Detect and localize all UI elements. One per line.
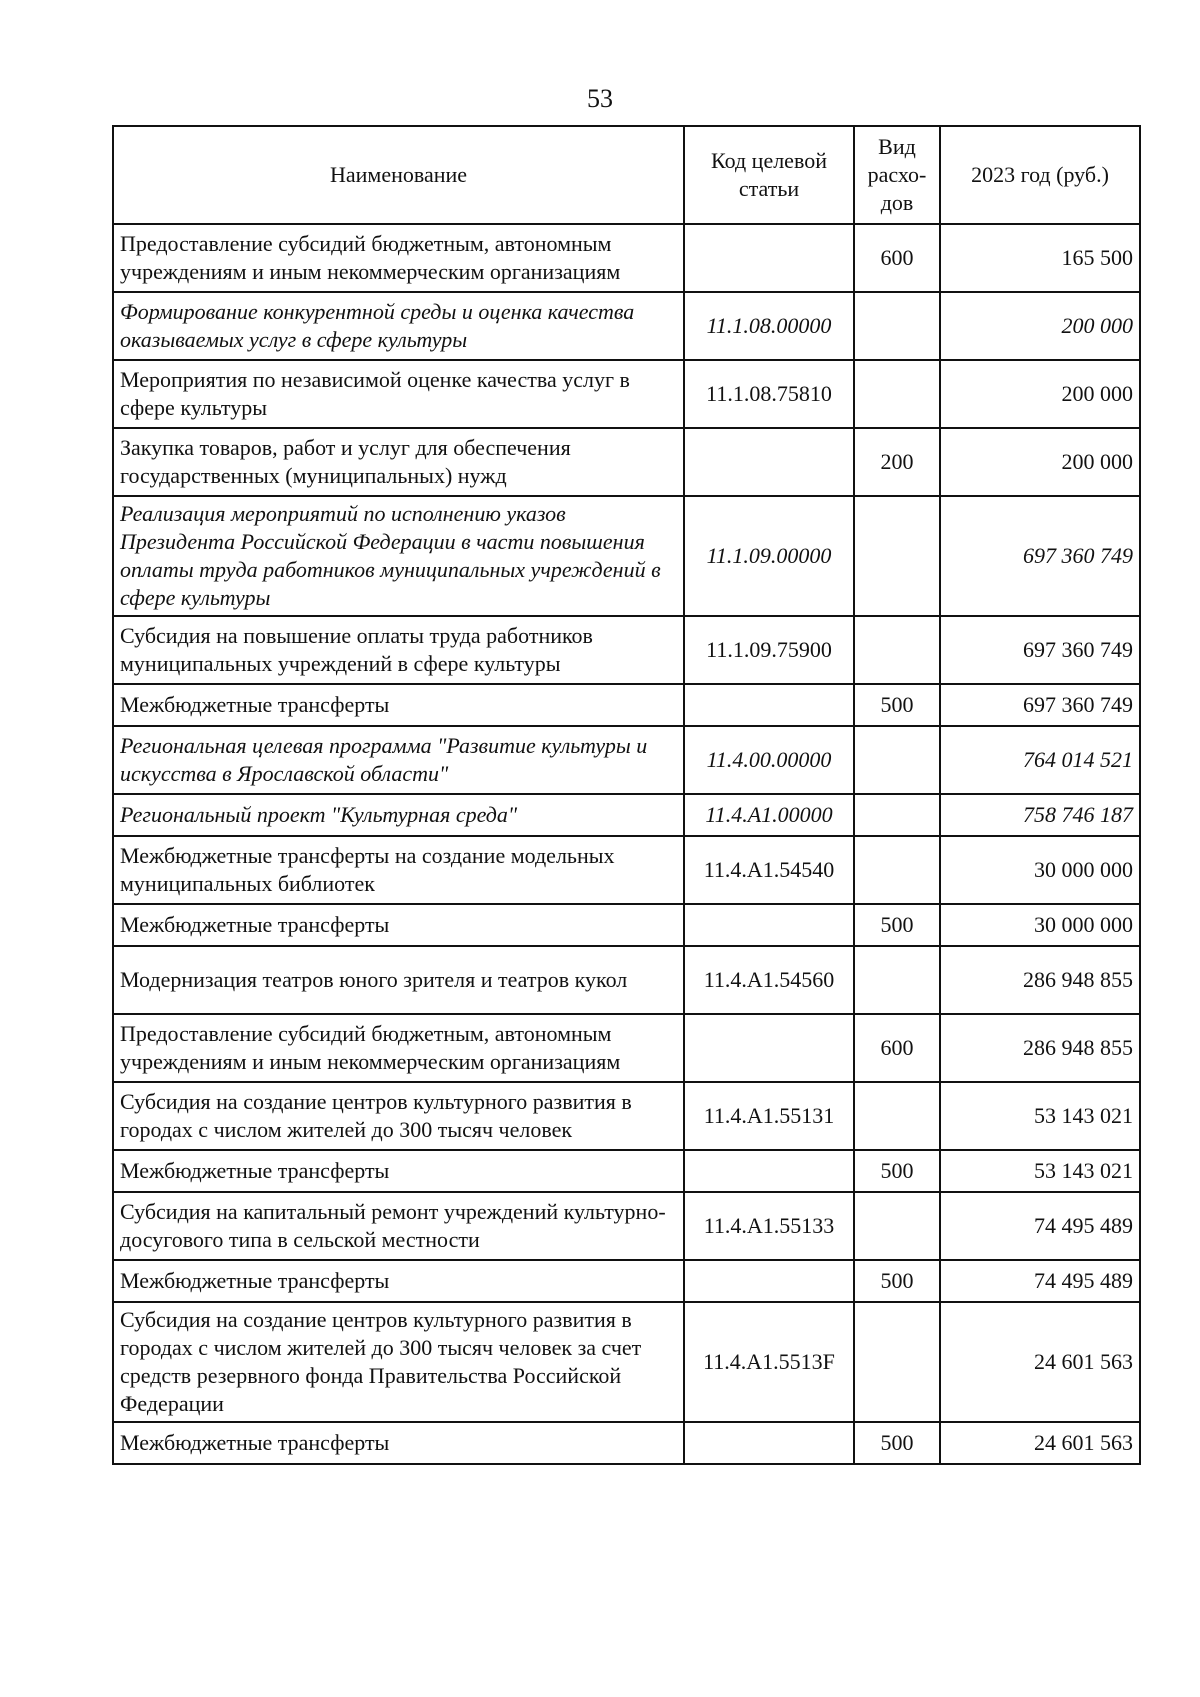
- cell-code: 11.4.A1.55131: [684, 1082, 854, 1150]
- cell-code: 11.4.A1.54560: [684, 946, 854, 1014]
- table-header-row: [113, 126, 1140, 224]
- cell-name: Межбюджетные трансферты: [113, 904, 684, 946]
- table-row: [113, 794, 1140, 836]
- cell-amount: 200 000: [940, 428, 1140, 496]
- table-row: [113, 428, 1140, 496]
- cell-name: Предоставление субсидий бюджетным, автономным учреждениям и иным некоммерческим организациям: [113, 224, 684, 292]
- cell-name: Субсидия на повышение оплаты труда работников муниципальных учреждений в сфере культуры: [113, 616, 684, 684]
- cell-amount: 697 360 749: [940, 684, 1140, 726]
- cell-name: Межбюджетные трансферты: [113, 1150, 684, 1192]
- cell-kind: [854, 1082, 940, 1150]
- cell-amount: 74 495 489: [940, 1260, 1140, 1302]
- cell-name: Формирование конкурентной среды и оценка качества оказываемых услуг в сфере культуры: [113, 292, 684, 360]
- cell-kind: 500: [854, 1422, 940, 1464]
- cell-amount: 200 000: [940, 360, 1140, 428]
- header-code: Код целевой статьи: [684, 126, 854, 224]
- cell-code: [684, 428, 854, 496]
- cell-amount: 764 014 521: [940, 726, 1140, 794]
- cell-code: 11.4.00.00000: [684, 726, 854, 794]
- table-row: [113, 224, 1140, 292]
- cell-amount: 53 143 021: [940, 1150, 1140, 1192]
- cell-amount: 286 948 855: [940, 946, 1140, 1014]
- cell-code: 11.4.A1.5513F: [684, 1302, 854, 1422]
- table-row: [113, 1014, 1140, 1082]
- cell-amount: 30 000 000: [940, 836, 1140, 904]
- cell-code: [684, 1150, 854, 1192]
- table-row: [113, 946, 1140, 1014]
- table-row: [113, 292, 1140, 360]
- cell-name: Межбюджетные трансферты: [113, 684, 684, 726]
- cell-code: 11.4.A1.55133: [684, 1192, 854, 1260]
- cell-code: 11.1.08.75810: [684, 360, 854, 428]
- cell-code: [684, 1014, 854, 1082]
- cell-kind: [854, 726, 940, 794]
- cell-code: 11.1.09.75900: [684, 616, 854, 684]
- table-row: [113, 1260, 1140, 1302]
- table-body: [113, 224, 1140, 1464]
- cell-kind: 200: [854, 428, 940, 496]
- table-row: [113, 616, 1140, 684]
- cell-name: Субсидия на капитальный ремонт учреждений культурно-досугового типа в сельской местности: [113, 1192, 684, 1260]
- table-row: [113, 496, 1140, 616]
- cell-amount: 30 000 000: [940, 904, 1140, 946]
- cell-name: Реализация мероприятий по исполнению указов Президента Российской Федерации в части повышения оплаты труда работников муниципальных учреждений в сфере культуры: [113, 496, 684, 616]
- table-row: [113, 1150, 1140, 1192]
- table-row: [113, 360, 1140, 428]
- cell-code: 11.1.08.00000: [684, 292, 854, 360]
- cell-code: [684, 1422, 854, 1464]
- cell-kind: 600: [854, 1014, 940, 1082]
- cell-amount: 200 000: [940, 292, 1140, 360]
- cell-name: Модернизация театров юного зрителя и театров кукол: [113, 946, 684, 1014]
- cell-code: 11.4.A1.54540: [684, 836, 854, 904]
- cell-code: [684, 1260, 854, 1302]
- cell-kind: [854, 1302, 940, 1422]
- cell-name: Закупка товаров, работ и услуг для обеспечения государственных (муниципальных) нужд: [113, 428, 684, 496]
- cell-name: Региональный проект "Культурная среда": [113, 794, 684, 836]
- cell-code: [684, 904, 854, 946]
- header-name: Наименование: [113, 126, 684, 224]
- budget-table: [112, 125, 1141, 1465]
- cell-amount: 758 746 187: [940, 794, 1140, 836]
- table-row: [113, 684, 1140, 726]
- cell-kind: 500: [854, 904, 940, 946]
- page-number: 53: [587, 84, 613, 113]
- cell-kind: [854, 836, 940, 904]
- table-row: [113, 1422, 1140, 1464]
- cell-kind: 500: [854, 1150, 940, 1192]
- cell-name: Региональная целевая программа "Развитие культуры и искусства в Ярославской области": [113, 726, 684, 794]
- cell-kind: [854, 496, 940, 616]
- cell-code: 11.4.A1.00000: [684, 794, 854, 836]
- cell-amount: 697 360 749: [940, 616, 1140, 684]
- cell-amount: 165 500: [940, 224, 1140, 292]
- cell-code: [684, 684, 854, 726]
- cell-kind: 500: [854, 1260, 940, 1302]
- cell-name: Субсидия на создание центров культурного развития в городах с числом жителей до 300 тысяч человек: [113, 1082, 684, 1150]
- table-row: [113, 726, 1140, 794]
- table-row: [113, 836, 1140, 904]
- cell-amount: 697 360 749: [940, 496, 1140, 616]
- cell-name: Субсидия на создание центров культурного развития в городах с числом жителей до 300 тысяч человек за счет средств резервного фонда Правительства Российской Федерации: [113, 1302, 684, 1422]
- table-row: [113, 1192, 1140, 1260]
- cell-amount: 24 601 563: [940, 1302, 1140, 1422]
- cell-name: Предоставление субсидий бюджетным, автономным учреждениям и иным некоммерческим организациям: [113, 1014, 684, 1082]
- cell-code: [684, 224, 854, 292]
- cell-code: 11.1.09.00000: [684, 496, 854, 616]
- cell-kind: [854, 360, 940, 428]
- table-row: [113, 1082, 1140, 1150]
- cell-amount: 74 495 489: [940, 1192, 1140, 1260]
- cell-kind: [854, 1192, 940, 1260]
- cell-kind: 600: [854, 224, 940, 292]
- cell-kind: [854, 292, 940, 360]
- cell-name: Межбюджетные трансферты: [113, 1422, 684, 1464]
- header-kind: Вид расхо-дов: [854, 126, 940, 224]
- table-row: [113, 1302, 1140, 1422]
- cell-kind: [854, 616, 940, 684]
- cell-kind: [854, 946, 940, 1014]
- cell-amount: 286 948 855: [940, 1014, 1140, 1082]
- cell-kind: 500: [854, 684, 940, 726]
- cell-name: Мероприятия по независимой оценке качества услуг в сфере культуры: [113, 360, 684, 428]
- cell-name: Межбюджетные трансферты на создание модельных муниципальных библиотек: [113, 836, 684, 904]
- table-row: [113, 904, 1140, 946]
- cell-amount: 24 601 563: [940, 1422, 1140, 1464]
- header-amount: 2023 год (руб.): [940, 126, 1140, 224]
- cell-name: Межбюджетные трансферты: [113, 1260, 684, 1302]
- cell-kind: [854, 794, 940, 836]
- cell-amount: 53 143 021: [940, 1082, 1140, 1150]
